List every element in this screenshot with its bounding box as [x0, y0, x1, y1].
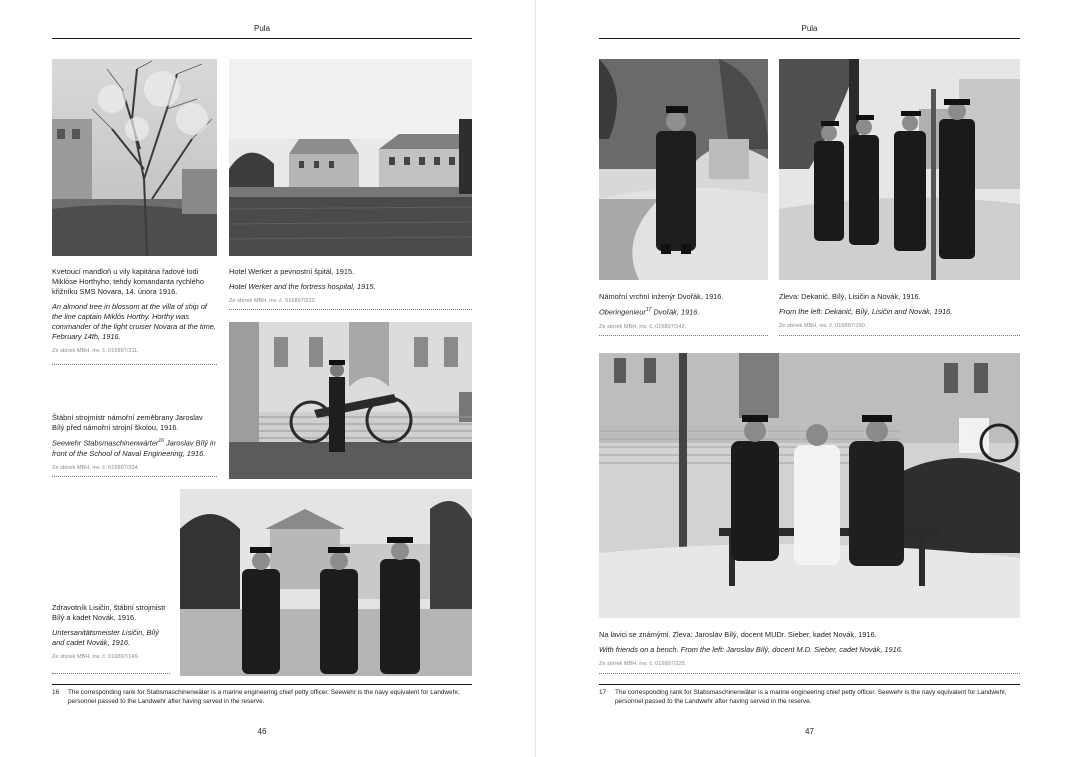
caption-divider: [599, 335, 768, 336]
group-four-caption: [779, 292, 1020, 331]
caption-czech: Zleva: Dekanić, Bílý, Lisičin a Novák, 1916.: [779, 292, 921, 301]
page-number-right: 47: [805, 727, 814, 736]
caption-source: Ze sbírek MBH, inv. č. 016897/334.: [52, 464, 140, 471]
bench-friends-caption: [599, 630, 1020, 669]
trio-street-photo: [180, 489, 472, 676]
caption-source: Ze sbírek MBH, inv. č. 016897/222.: [229, 298, 317, 305]
dvorak-caption: [599, 292, 768, 331]
footnote-16: [52, 689, 472, 707]
caption-czech: Zdravotník Lisičin, štábní strojmistr Bílý a kadet Novák, 1916.: [52, 603, 166, 623]
cannon-caption: [52, 413, 217, 472]
caption-divider: [599, 673, 1020, 674]
caption-divider: [52, 476, 217, 477]
footnote-rule-right: [599, 684, 1020, 685]
running-head-left: Pula: [253, 24, 270, 33]
footnote-number: 17: [599, 689, 607, 696]
caption-czech: Kvetoucí mandloň u vily kapitána řadové lodi Miklóse Horthyho, tehdy komandanta rychlého křižníku SMS Novara, 14. února 1916.: [52, 267, 204, 297]
left-page: [0, 0, 535, 757]
dvorak-portrait-photo: [599, 59, 768, 280]
almond-tree-photo: [52, 59, 217, 256]
caption-english: Hotel Werker and the fortress hospital, 1915.: [229, 282, 376, 292]
caption-english: Untersanitätsmeister Lisičin, Bílý and cadet Novák, 1916.: [52, 628, 159, 648]
caption-czech: Štábní strojmistr námořní zeměbrany Jaroslav Bílý před námořní strojní školou, 1916.: [52, 413, 203, 433]
header-rule-right: [599, 38, 1020, 39]
trio-caption: [52, 603, 172, 662]
almond-tree-caption: [52, 267, 217, 356]
caption-divider: [52, 673, 170, 674]
caption-english: From the left: Dekanić, Bílý, Lisičin and Novák, 1916.: [779, 307, 953, 317]
page-number-left: 46: [257, 727, 267, 736]
caption-english-part: Oberingenieur: [599, 307, 646, 317]
caption-czech: Na lavici se známými. Zleva: Jaroslav Bílý, docent MUDr. Sieber, kadet Novák, 1916.: [599, 630, 877, 639]
group-four-photo: [779, 59, 1020, 280]
hotel-werker-photo: [229, 59, 472, 256]
caption-english: With friends on a bench. From the left: Jaroslav Bílý, docent M.D. Sieber, cadet Novák, 1916.: [599, 645, 903, 655]
footnote-marker: 16: [158, 438, 164, 445]
footnote-marker: 17: [645, 307, 652, 314]
header-rule-left: [52, 38, 472, 39]
hotel-werker-caption: [229, 267, 472, 306]
caption-source: Ze sbírek MBH, inv. č. 016897/142.: [599, 323, 687, 330]
caption-english: An almond tree in blossom at the villa of ship of the line captain Miklós Horthy. Horthy was commander of the light cruiser Novara at the time, February 14th, 1916.: [52, 302, 216, 342]
caption-source: Ze sbírek MBH, inv. č. 016897/325.: [599, 661, 687, 668]
caption-divider: [52, 364, 217, 365]
caption-english-part: Dvořák, 1916.: [651, 307, 700, 317]
footnote-17: [599, 689, 1020, 707]
caption-source: Ze sbírek MBH, inv. č. 016897/211.: [52, 348, 139, 355]
caption-divider: [229, 309, 472, 310]
footnote-text: The corresponding rank for Stabsmaschinenwäter is a marine engineering chief petty officer. Seewehr is the navy equivalent for Landwehr, personnel passed to the Landwehr after having served in the reserve.: [615, 689, 1007, 705]
caption-english: [599, 307, 768, 318]
caption-english-part: Jaroslav Bílý in front of the School of Naval Engineering, 1916.: [52, 438, 216, 458]
cannon-school-photo: [229, 322, 472, 479]
running-head-right: Pula: [801, 24, 818, 33]
footnote-text: The corresponding rank for Stabsmaschinenwäter is a marine engineering chief petty officer. Seewehr is the navy equivalent for Landwehr, personnel passed to the Landwehr after having served in the reserve.: [68, 689, 460, 705]
caption-source: Ze sbírek MBH, inv. č. 016897/149.: [52, 654, 140, 661]
caption-czech: Námořní vrchní inženýr Dvořák, 1916.: [599, 292, 724, 301]
right-page: [536, 0, 1071, 757]
caption-english-part: Seewehr Stabsmaschinenwärter: [52, 438, 159, 448]
bench-friends-photo: [599, 353, 1020, 618]
caption-source: Ze sbírek MBH, inv. č. 016897/150.: [779, 323, 867, 330]
footnote-number: 16: [52, 689, 60, 696]
footnote-rule-left: [52, 684, 472, 685]
caption-czech: Hotel Werker a pevnostní špitál, 1915.: [229, 267, 355, 276]
caption-divider: [779, 335, 1020, 336]
caption-english: [52, 438, 217, 459]
